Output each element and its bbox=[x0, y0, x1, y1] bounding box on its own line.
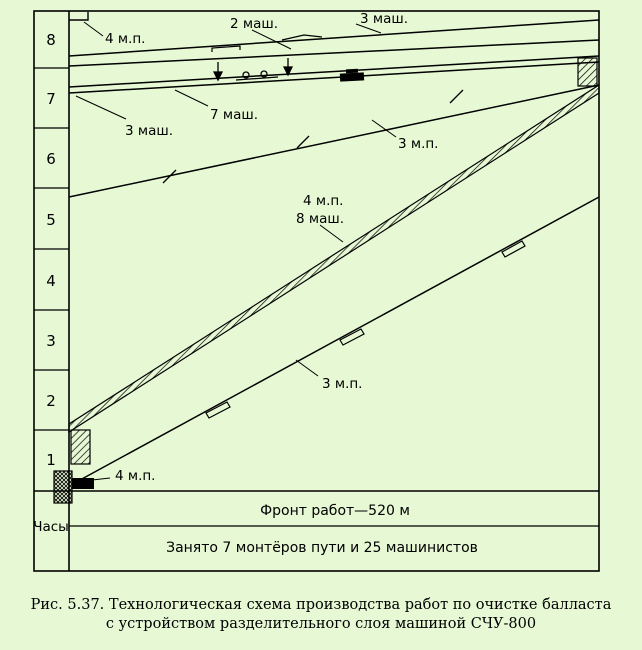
label-7mash: 7 маш. bbox=[210, 107, 258, 123]
top-track-lines bbox=[69, 20, 599, 93]
leader-3mp-low bbox=[296, 360, 318, 376]
marker-dash-1 bbox=[212, 46, 240, 52]
hour-label-5: 5 bbox=[46, 211, 56, 229]
leader-4mp-top bbox=[84, 22, 103, 36]
black-start-block bbox=[72, 478, 94, 489]
label-diag-8mash: 8 маш. bbox=[296, 211, 344, 227]
label-2mash: 2 маш. bbox=[230, 16, 278, 32]
figure-caption bbox=[0, 596, 642, 634]
arrow-right bbox=[284, 58, 292, 75]
label-3mp-low: 3 м.п. bbox=[322, 376, 363, 392]
hour-label-2: 2 bbox=[46, 392, 56, 410]
label-diag-4mp: 4 м.п. bbox=[303, 193, 344, 209]
label-3mash-top: 3 маш. bbox=[360, 11, 408, 27]
front-of-work-label: Фронт работ—520 м bbox=[260, 503, 410, 519]
leader-3mash-left bbox=[76, 96, 126, 119]
hatched-box-top-right bbox=[578, 58, 597, 86]
label-3mp-mid: 3 м.п. bbox=[398, 136, 439, 152]
hour-label-8: 8 bbox=[46, 31, 56, 49]
hour-label-7: 7 bbox=[46, 90, 56, 108]
label-top-4mp: 4 м.п. bbox=[105, 31, 146, 47]
top-left-marker bbox=[69, 12, 88, 20]
hour-label-6: 6 bbox=[46, 150, 56, 168]
hours-unit-label: Часы bbox=[33, 519, 69, 535]
hatched-box-lower-left bbox=[71, 430, 90, 464]
outer-frame bbox=[34, 11, 599, 571]
hour-label-4: 4 bbox=[46, 272, 56, 290]
hour-separators bbox=[34, 68, 69, 430]
caption-line-1: Рис. 5.37. Технологическая схема производства работ по очистке балласта bbox=[30, 597, 612, 613]
rects-3mp-low bbox=[206, 241, 525, 418]
label-bottom-4mp: 4 м.п. bbox=[115, 468, 156, 484]
hour-label-1: 1 bbox=[46, 451, 56, 469]
arrow-left bbox=[214, 62, 222, 80]
occupied-workers-label: Занято 7 монтёров пути и 25 машинистов bbox=[166, 540, 478, 556]
machine-block-top bbox=[346, 69, 358, 74]
crosshatched-box bbox=[54, 471, 72, 503]
leader-7mash bbox=[175, 90, 208, 106]
caption-line-2: с устройством разделительного слоя машиной СЧУ-800 bbox=[105, 616, 537, 632]
leader-8mash bbox=[320, 225, 343, 242]
machine-block bbox=[340, 72, 364, 81]
leader-4mp-bottom bbox=[92, 478, 110, 480]
label-3mash-left: 3 маш. bbox=[125, 123, 173, 139]
hour-label-3: 3 bbox=[46, 332, 56, 350]
